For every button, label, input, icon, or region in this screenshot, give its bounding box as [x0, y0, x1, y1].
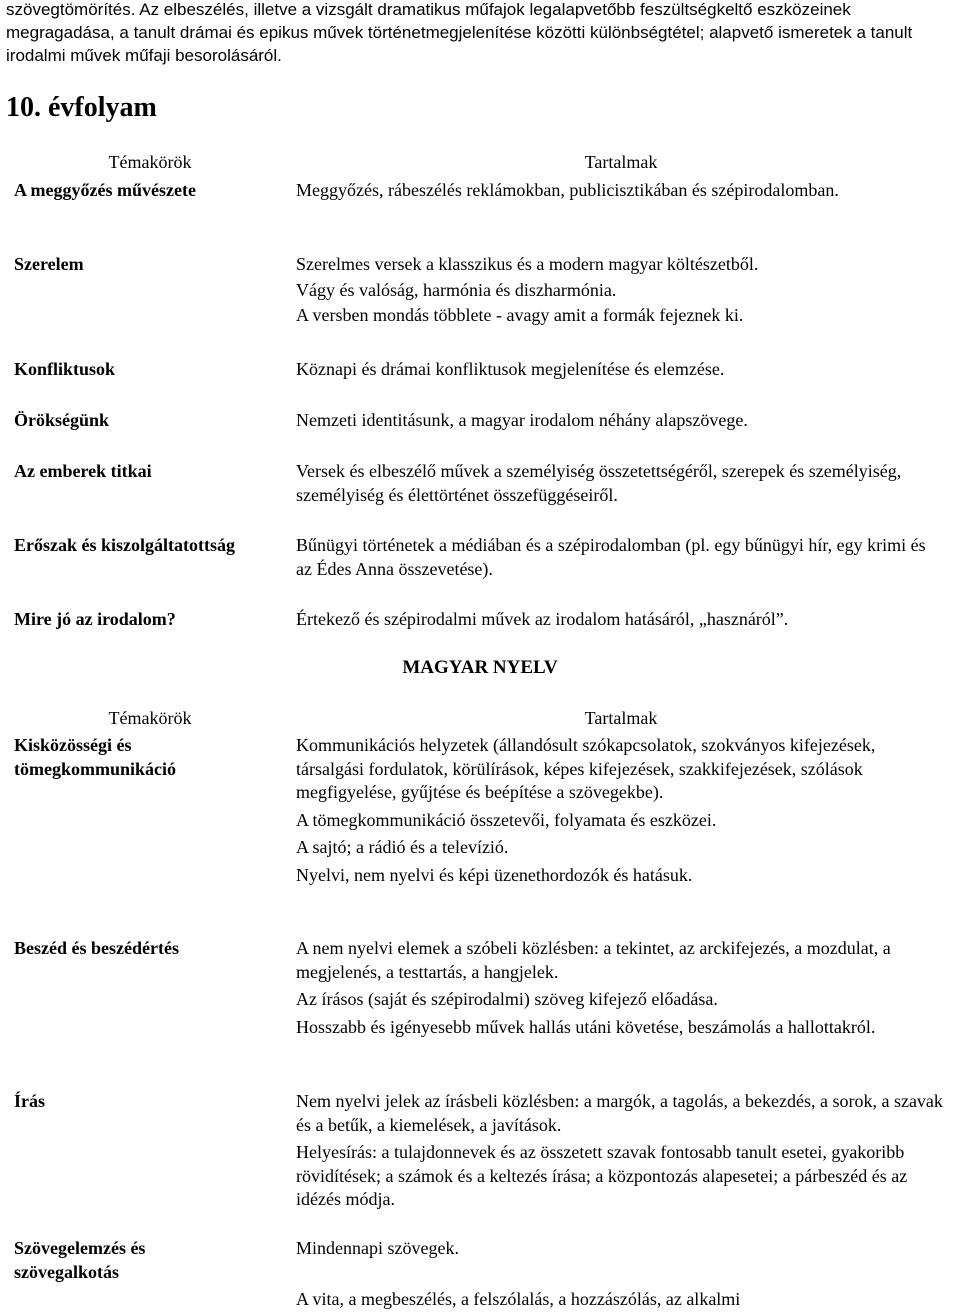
topic-label: Írás [14, 1091, 45, 1111]
content-line: A nem nyelvi elemek a szóbeli közlésben: a tekintet, az arckifejezés, a mozdulat, a megjelenés, a testtartás, a hangjelek. [296, 938, 891, 982]
grade-title: 10. évfolyam [6, 92, 157, 123]
content-line: Értekező és szépirodalmi művek az irodalom hatásáról, „hasznáról”. [296, 609, 789, 629]
topic-contents [296, 1090, 946, 1212]
content-line: Nemzeti identitásunk, a magyar irodalom néhány alapszövege. [296, 410, 748, 430]
topic-label: Mire jó az irodalom? [14, 609, 176, 629]
content-line: Nyelvi, nem nyelvi és képi üzenethordozók és hatásuk. [296, 864, 693, 885]
topic-label: A meggyőzés művészete [14, 180, 196, 200]
topic-contents [296, 734, 946, 887]
topic-label: Konfliktusok [14, 359, 116, 379]
topic-label: Kisközösségi és tömegkommunikáció [14, 735, 176, 779]
content-line: Szerelmes versek a klasszikus és a modern magyar költészetből. [296, 254, 759, 274]
content-line: Helyesírás: a tulajdonnevek és az összetett szavak fontosabb tanult esetei, gyakoribb rövidítések; a számok és a keltezés írása; a központozás alapesetei; a párbeszéd és az idézés módja. [296, 1142, 908, 1209]
topic-contents [296, 179, 946, 203]
topic-label: Szerelem [14, 254, 84, 274]
content-line: Nem nyelvi jelek az írásbeli közlésben: a margók, a tagolás, a bekezdés, a sorok, a szavak és a betűk, a kiemelések, a javítások. [296, 1091, 943, 1135]
content-line: A vita, a megbeszélés, a felszólalás, a hozzászólás, az alkalmi [296, 1288, 741, 1309]
content-line: Bűnügyi történetek a médiában és a szépirodalomban (pl. egy bűnügyi hír, egy krimi és az Édes Anna összevetése). [296, 535, 926, 579]
topic-contents [296, 1237, 946, 1311]
contents-header: Tartalmak [584, 708, 658, 728]
content-line: Versek és elbeszélő művek a személyiség összetettségéről, szerepek és személyiség, személyiség és élettörténet összefüggéseiről. [296, 461, 902, 505]
topic-contents [296, 460, 946, 507]
topic-label: Az emberek titkai [14, 461, 152, 481]
content-line: A versben mondás többlete - avagy amit a formák fejeznek ki. [296, 305, 744, 325]
topic-contents [296, 608, 946, 632]
content-line: Meggyőzés, rábeszélés reklámokban, publicisztikában és szépirodalomban. [296, 180, 839, 200]
intro-paragraph: szövegtömörítés. Az elbeszélés, illetve a vizsgált dramatikus műfajok legalapvetőbb feszültségkeltő eszközeinek megragadása, a tanult drámai és epikus művek történetmegjelenítése közötti különbségtétel; alapvető ismeretek a tanult irodalmi művek műfaji besorolásáról. [6, 0, 913, 65]
topic-contents [296, 937, 946, 1039]
section-title: MAGYAR NYELV [402, 657, 558, 678]
topic-contents [296, 409, 946, 433]
content-line: Kommunikációs helyzetek (állandósult szókapcsolatok, szokványos kifejezések, társalgási fordulatok, körülírások, képes kifejezések, szakkifejezések, szólások megfigyelése, gyűjtése és beépítése a szövegekbe). [296, 735, 876, 802]
content-line: A sajtó; a rádió és a televízió. [296, 837, 509, 857]
content-line: Mindennapi szövegek. [296, 1238, 459, 1258]
content-line: Az írásos (saját és szépirodalmi) szöveg kifejező előadása. [296, 989, 718, 1009]
topic-label: Szövegelemzés és szövegalkotás [14, 1238, 146, 1282]
content-line: A tömegkommunikáció összetevői, folyamata és eszközei. [296, 809, 717, 830]
topics-header: Témakörök [108, 708, 192, 728]
topics-header: Témakörök [108, 152, 192, 172]
topic-contents [296, 534, 946, 581]
topic-label: Örökségünk [14, 410, 110, 430]
topic-contents [296, 358, 946, 382]
content-line: Vágy és valóság, harmónia és diszharmónia. [296, 279, 617, 300]
topic-label: Erőszak és kiszolgáltatottság [14, 535, 235, 555]
content-line: Hosszabb és igényesebb művek hallás utáni követése, beszámolás a hallottakról. [296, 1016, 876, 1037]
topic-contents [296, 253, 946, 328]
contents-header: Tartalmak [584, 152, 658, 172]
content-line: Köznapi és drámai konfliktusok megjelenítése és elemzése. [296, 359, 725, 379]
topic-label: Beszéd és beszédértés [14, 938, 179, 958]
